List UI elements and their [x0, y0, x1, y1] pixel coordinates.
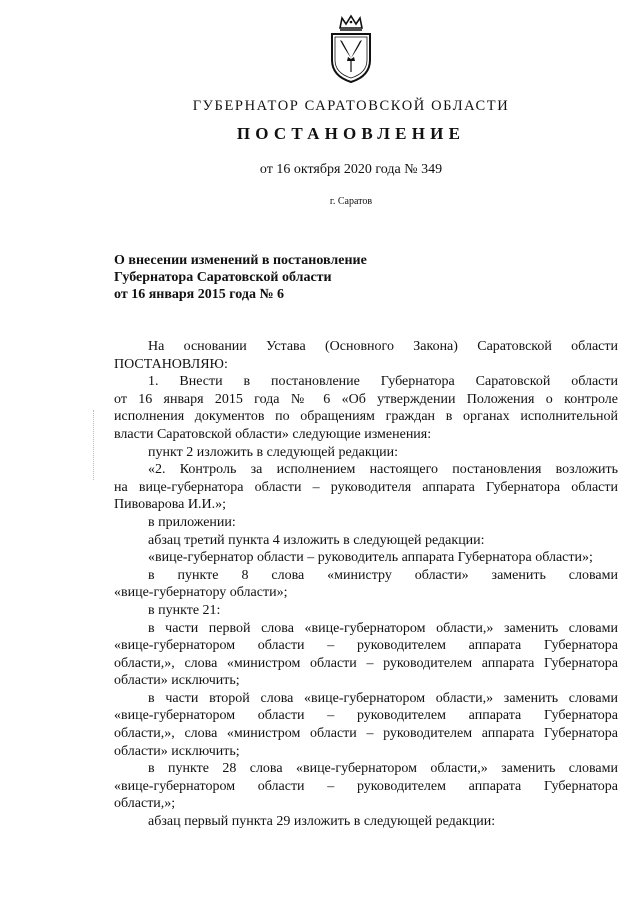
body-line: «вице-губернатор области – руководитель аппарата Губернатора области»;	[148, 550, 593, 566]
body-line: «вице-губернатором области – руководителем аппарата Губернатора	[114, 708, 618, 724]
body-line: Пивоварова И.И.»;	[114, 497, 227, 513]
body-line: ПОСТАНОВЛЯЮ:	[114, 356, 228, 372]
body-line: области,»;	[114, 796, 176, 812]
document-city: г. Саратов	[329, 196, 373, 207]
body-line: на вице-губернатора области – руководителя аппарата Губернатора области	[114, 479, 618, 495]
body-line: в пункте 8 слова «министру области» заменить словами	[148, 567, 618, 583]
body-line: «вице-губернатору области»;	[114, 585, 288, 601]
body-line: «вице-губернатором области – руководителем аппарата Губернатора	[114, 638, 618, 654]
body-line: пункт 2 изложить в следующей редакции:	[148, 444, 398, 460]
scan-crease-mark	[93, 410, 95, 480]
issuer-title: ГУБЕРНАТОР САРАТОВСКОЙ ОБЛАСТИ	[192, 98, 510, 114]
body-line: абзац первый пункта 29 изложить в следующей редакции:	[148, 814, 496, 830]
document-date-number: от 16 октября 2020 года № 349	[259, 162, 443, 177]
document-type: ПОСТАНОВЛЕНИЕ	[236, 124, 466, 143]
body-line: в пункте 28 слова «вице-губернатором области,» заменить словами	[148, 761, 618, 777]
body-line: исполнения документов по обращениям граждан в органах исполнительной	[114, 409, 618, 425]
subject-line: О внесении изменений в постановление	[114, 253, 367, 268]
body-line: «вице-губернатором области – руководителем аппарата Губернатора	[114, 778, 618, 794]
body-line: в части первой слова «вице-губернатором области,» заменить словами	[148, 620, 618, 636]
body-line: 1. Внести в постановление Губернатора Саратовской области	[148, 374, 618, 390]
body-line: в приложении:	[148, 514, 236, 530]
body-line: в части второй слова «вице-губернатором области,» заменить словами	[148, 690, 618, 706]
body-line: области,», слова «министром области – руководителем аппарата Губернатора	[114, 655, 618, 671]
body-line: области» исключить;	[114, 743, 240, 759]
document-body	[114, 338, 618, 831]
subject-line: Губернатора Саратовской области	[114, 270, 332, 285]
body-line: На основании Устава (Основного Закона) Саратовской области	[148, 339, 618, 354]
body-line: абзац третий пункта 4 изложить в следующей редакции:	[148, 532, 485, 548]
body-line: «2. Контроль за исполнением настоящего постановления возложить	[148, 462, 618, 478]
body-line: области,», слова «министром области – руководителем аппарата Губернатора	[114, 726, 618, 742]
subject-line: от 16 января 2015 года № 6	[114, 287, 285, 302]
document-subject	[114, 252, 534, 303]
body-line: в пункте 21:	[148, 602, 221, 618]
body-line: области» исключить;	[114, 673, 240, 689]
body-line: власти Саратовской области» следующие изменения:	[114, 426, 432, 442]
saratov-coat-of-arms-icon	[328, 14, 374, 84]
body-line: от 16 января 2015 года № 6 «Об утверждении Положения о контроле	[114, 391, 618, 407]
